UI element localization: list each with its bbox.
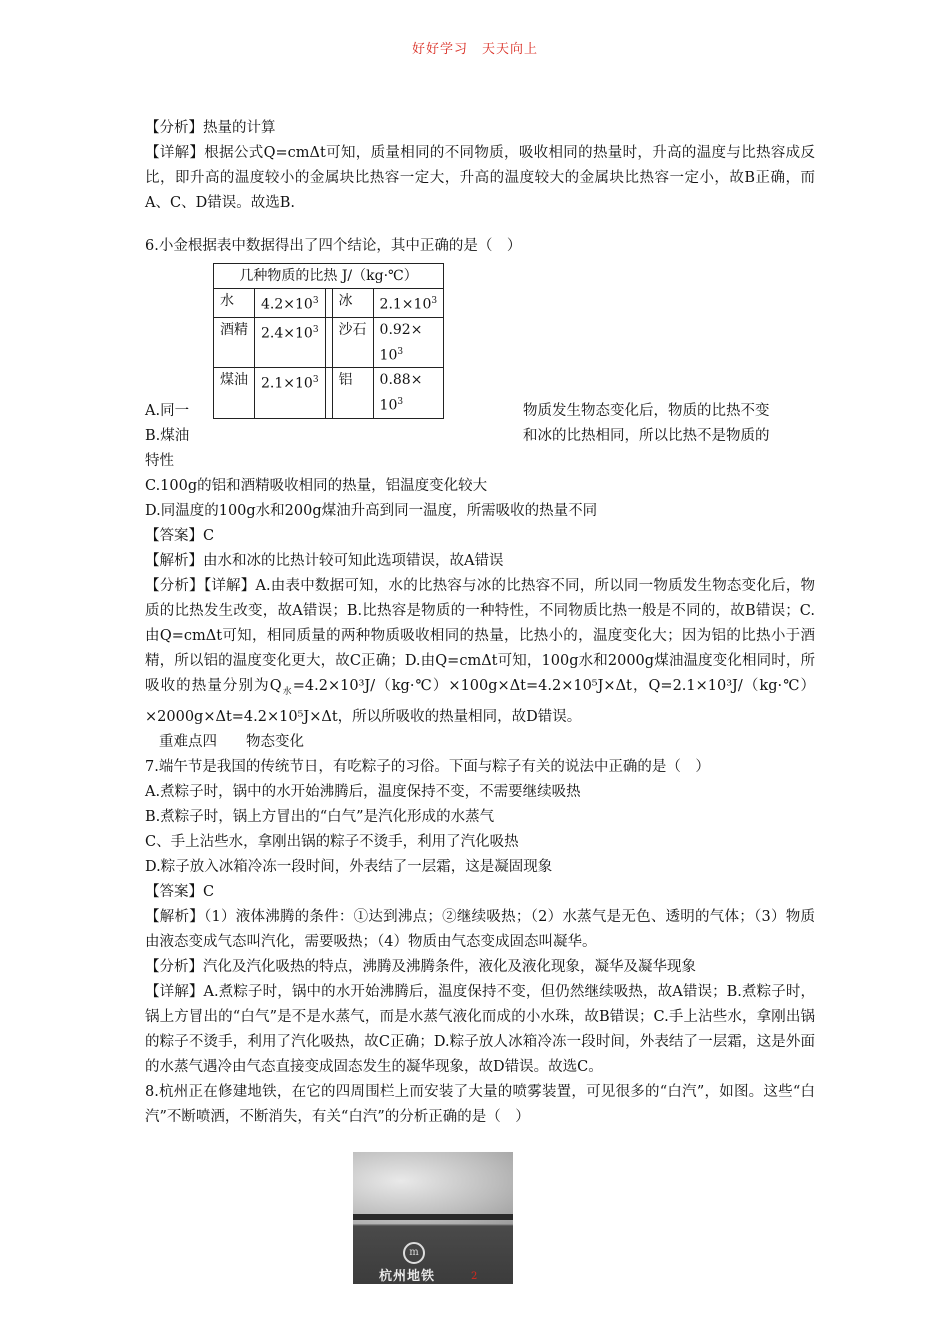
metro-sign: 杭州地铁 [379,1268,436,1284]
table-cell: 铝 [332,368,373,419]
table-cell: 水 [214,289,255,318]
q6-option-b-row [145,424,815,449]
q6-option-a-right: 物质发生物态变化后，物质的比热不变 [523,403,770,419]
table-cell: 0.88× $10^3$ [373,368,444,419]
specific-heat-table [213,263,444,419]
page-number: 2 [471,1270,478,1282]
q7-explain: 【解析】（1）液体沸腾的条件：①达到沸点；②继续吸热；（2）水蒸气是无色、透明的气体；（3）物质由液态变成气态叫汽化，需要吸热；（4）物质由气态变成固态叫凝华。 [145,908,815,950]
q7-analysis: 【分析】汽化及汽化吸热的特点，沸腾及沸腾条件，液化及液化现象，凝华及凝华现象 [145,958,696,975]
q6-answer: 【答案】C [145,528,215,544]
q7-option-d: D.粽子放入冰箱冷冻一段时间，外表结了一层霜，这是凝固现象 [145,858,553,875]
page-header: 好好学习 天天向上 [411,42,538,57]
q5-detail: 【详解】根据公式Q=cmΔt可知，质量相同的不同物质，吸收相同的热量时，升高的温度与比热容成反比，即升高的温度较小的金属块比热容一定大，升高的温度较大的金属块比热容一定小，故B正确，而A、C、D错误。故选B. [145,145,815,211]
table-row [214,317,444,368]
table-spacer [325,317,332,368]
q7-option-b: B.煮粽子时，锅上方冒出的“白气”是汽化形成的水蒸气 [145,808,495,825]
q7-option-a: A.煮粽子时，锅中的水开始沸腾后，温度保持不变，不需要继续吸热 [145,783,581,800]
document-body [145,116,815,1284]
q6-option-b-right: 和冰的比热相同，所以比热不是物质的 [523,428,770,444]
q6-option-b-cont: 特性 [145,453,174,469]
q6-option-b-left: B.煤油 [145,428,190,444]
table-cell: 沙石 [332,317,373,368]
table-cell: 酒精 [214,317,255,368]
table-caption: 几种物质的比热 J/（kg·℃） [214,264,444,289]
q7-detail: 【详解】A.煮粽子时，锅中的水开始沸腾后，温度保持不变，但仍然继续吸热，故A错误；B.煮粽子时，锅上方冒出的“白气”是不是水蒸气，而是水蒸气液化而成的小水珠，故B错误；C.手上沾些水，拿刚出锅的粽子不烫手，利用了汽化吸热，故C正确；D.粽子放人冰箱冷冻一段时间，外表结了一层霜，这是外面的水蒸气遇冷由气态直接变成固态发生的凝华现象，故D错误。故选C。 [145,983,815,1075]
q6-stem: 6.小金根据表中数据得出了四个结论，其中正确的是（ ） [145,238,522,254]
q6-option-a-row [145,399,815,424]
section-title: 重难点四 物态变化 [159,733,304,750]
table-cell: 煤油 [214,368,255,419]
fence-rail [353,1214,513,1220]
table-cell: 冰 [332,289,373,318]
q6-explain: 【解析】由水和冰的比热计较可知此选项错误，故A错误 [145,553,504,569]
table-cell: $2.4\times 10^3$ [255,317,326,368]
metro-mist-photo [353,1152,513,1284]
metro-logo-icon: m [403,1242,425,1264]
q7-stem: 7.端午节是我国的传统节日，有吃粽子的习俗。下面与粽子有关的说法中正确的是（ ） [145,758,710,775]
q8-stem: 8.杭州正在修建地铁，在它的四周围栏上而安装了大量的喷雾装置，可见很多的“白汽”，如图。这些“白汽”不断喷洒，不断消失，有关“白汽”的分析正确的是（ ） [145,1083,815,1125]
q7-answer: 【答案】C [145,883,215,900]
table-cell: $2.1\times 10^3$ [373,289,444,318]
q6-option-a-left: A.同一 [145,403,190,419]
q6-option-c: C.100g的铝和酒精吸收相同的热量，铝温度变化较大 [145,478,488,494]
q5-analysis: 【分析】热量的计算 [145,120,276,136]
table-cell: $2.1\times 10^3$ [255,368,326,419]
q6-option-d: D.同温度的100g水和200g煤油升高到同一温度，所需吸收的热量不同 [145,503,598,519]
table-cell: 0.92× $10^3$ [373,317,444,368]
table-spacer [325,289,332,318]
table-cell: $4.2\times 10^3$ [255,289,326,318]
table-row [214,289,444,318]
q6-detail: 【分析】【详解】A.由表中数据可知，水的比热容与冰的比热容不同，所以同一物质发生物态变化后，物质的比热发生改变，故A错误；B.比热容是物质的一种特性，不同物质比热一般是不同的，故B错误；C.由Q=cmΔt可知，相同质量的两种物质吸收相同的热量，比热小的，温度变化大；因为铝的比热小于酒精，所以铝的温度变化更大，故C正确；D.由Q=cmΔt可知，100g水和2000g煤油温度变化相同时，所吸收的热量分别为$Q_水=4.2\times 10^3J/(kg\cdot℃)\times 100g\times\Delta t=4.2\times 10^5J\times\Delta t$，Q=2.1×10³J/（kg·℃）×2000g×Δt=4.2×10⁵J×Δt，所以所吸收的热量相同，故D错误。 [145,578,815,725]
q7-option-c: C、手上沾些水，拿刚出锅的粽子不烫手，利用了汽化吸热 [145,833,519,850]
